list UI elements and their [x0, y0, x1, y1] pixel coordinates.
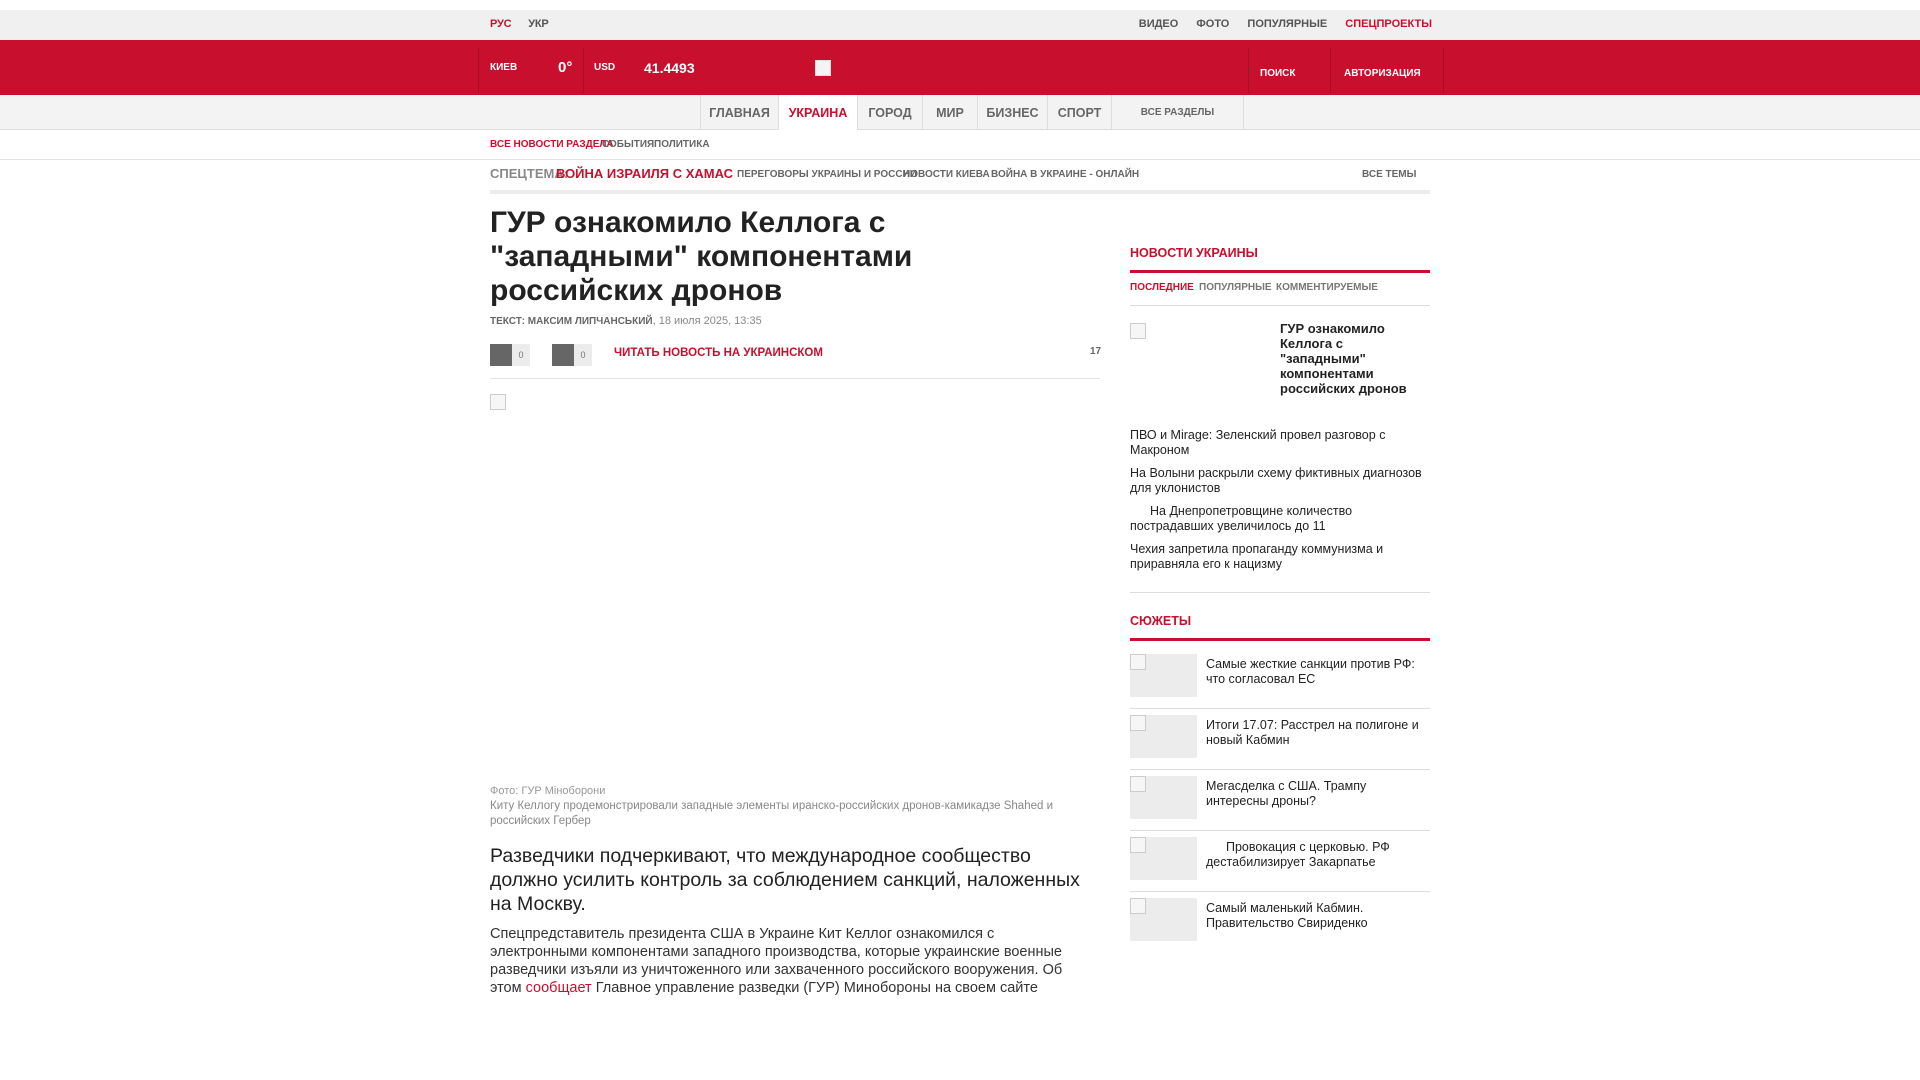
share-twitter[interactable] — [552, 344, 592, 366]
video-link[interactable]: ВИДЕО — [1138, 18, 1179, 30]
nav-item-city[interactable]: ГОРОД — [857, 95, 922, 130]
article-title: ГУР ознакомило Келлога с "западными" компонентами российских дронов — [490, 206, 913, 307]
lang-ru-link[interactable]: РУС — [490, 18, 512, 30]
story-thumbnail — [1130, 715, 1197, 758]
image-broken-icon — [1130, 654, 1146, 670]
article-lead: Разведчики подчеркивают, что международное сообщество должно усилить контроль за соблюдением санкций, наложенных на Москву. — [490, 845, 1080, 915]
story-thumbnail — [1130, 776, 1197, 819]
nav-item-world[interactable]: МИР — [922, 95, 977, 130]
nav-item-ukraine[interactable]: УКРАИНА — [778, 95, 857, 130]
divider — [1130, 638, 1430, 641]
section-subnav — [0, 130, 1920, 160]
top-links — [1124, 18, 1432, 30]
themes-bar — [490, 160, 1430, 194]
image-broken-icon — [1130, 715, 1146, 731]
tab-latest[interactable]: ПОСЛЕДНИЕ — [1130, 282, 1194, 293]
tab-popular[interactable]: ПОПУЛЯРНЫЕ — [1199, 282, 1272, 293]
article-body — [490, 925, 1090, 995]
special-projects-link[interactable]: СПЕЦПРОЕКТЫ — [1345, 18, 1432, 30]
theme-negotiations[interactable]: ПЕРЕГОВОРЫ УКРАИНЫ И РОССИИ — [737, 169, 917, 180]
popular-link[interactable]: ПОПУЛЯРНЫЕ — [1247, 18, 1328, 30]
news-item[interactable]: На Волыни раскрыли схему фиктивных диагнозов для уклонистов — [1130, 466, 1422, 495]
facebook-icon — [490, 344, 512, 366]
featured-news-link[interactable]: ГУР ознакомило Келлога с "западными" компонентами российских дронов — [1280, 321, 1407, 396]
body-text: Спецпредставитель президента США в Украине Кит Келлог ознакомился с электронными компонентами западного производства, которые украинские военные разведчики изъяли из уничтоженного или захваченного российского вооружения. Об этом — [490, 926, 1063, 995]
currency-rate: 41.4493 — [644, 59, 695, 76]
story-item[interactable] — [1130, 709, 1430, 770]
photo-credit: Фото: ГУР Міноборони — [490, 785, 606, 797]
story-item[interactable] — [1130, 770, 1430, 831]
sidebar-news-title[interactable]: НОВОСТИ УКРАИНЫ — [1130, 246, 1258, 260]
story-title: Итоги 17.07: Расстрел на полигоне и новый Кабмин — [1206, 718, 1419, 747]
article-byline — [490, 315, 762, 327]
story-item[interactable] — [1130, 648, 1430, 709]
image-caption: Киту Келлогу продемонстрировали западные элементы иранско-российских дронов-камикадзе Shahed и российских Гербер — [490, 800, 1054, 827]
story-title: Провокация с церковью. РФ дестабилизирует Закарпатье — [1206, 840, 1390, 869]
view-count: 17 — [1090, 346, 1102, 357]
nav-item-sport[interactable]: СПОРТ — [1047, 95, 1111, 130]
share-count: 0 — [574, 344, 592, 366]
divider — [1130, 305, 1430, 306]
author[interactable]: ТЕКСТ: МАКСИМ ЛИПЧАНСЬКИЙ — [490, 316, 653, 327]
theme-kyiv-news[interactable]: НОВОСТИ КИЕВА — [903, 169, 990, 180]
language-switcher — [490, 18, 563, 30]
header-bar — [0, 40, 1920, 95]
article-date: , 18 июля 2025, 13:35 — [652, 315, 762, 327]
story-item[interactable] — [1130, 831, 1430, 892]
share-count: 0 — [512, 344, 530, 366]
featured-image-broken-icon — [1130, 323, 1146, 339]
theme-war-online[interactable]: ВОЙНА В УКРАИНЕ - ОНЛАЙН — [991, 169, 1140, 180]
nav-item-main[interactable]: ГЛАВНАЯ — [700, 95, 778, 130]
divider — [1130, 270, 1430, 273]
story-item[interactable] — [1130, 892, 1430, 953]
special-theme-label: СПЕЦТЕМА: — [490, 166, 569, 181]
main-nav — [0, 95, 1920, 130]
all-themes-link[interactable]: ВСЕ ТЕМЫ — [1362, 169, 1417, 180]
article-image-broken-icon — [490, 394, 506, 410]
story-title: Самые жесткие санкции против РФ: что согласовал ЕС — [1206, 657, 1415, 686]
news-item[interactable]: ПВО и Mirage: Зеленский провел разговор с Макроном — [1130, 428, 1386, 457]
share-facebook[interactable] — [490, 344, 530, 366]
search-button[interactable]: ПОИСК — [1260, 68, 1296, 79]
story-thumbnail — [1130, 898, 1197, 941]
image-broken-icon — [1130, 837, 1146, 853]
story-title: Самый маленький Кабмин. Правительство Свириденко — [1206, 901, 1368, 930]
subnav-events[interactable]: СОБЫТИЯ — [602, 139, 655, 150]
image-broken-icon — [1130, 776, 1146, 792]
source-link[interactable]: сообщает — [525, 980, 592, 995]
subnav-all-news[interactable]: ВСЕ НОВОСТИ РАЗДЕЛА — [490, 139, 614, 150]
image-broken-icon — [1130, 898, 1146, 914]
nav-item-business[interactable]: БИЗНЕС — [977, 95, 1047, 130]
story-thumbnail — [1130, 654, 1197, 697]
photo-link[interactable]: ФОТО — [1196, 18, 1230, 30]
stories-title[interactable]: СЮЖЕТЫ — [1130, 614, 1192, 628]
story-title: Мегасделка с США. Трампу интересны дроны? — [1206, 779, 1367, 808]
special-theme-link[interactable]: ВОЙНА ИЗРАИЛЯ С ХАМАС — [556, 166, 734, 181]
currency-label: USD — [594, 62, 616, 73]
nav-all-sections[interactable]: ВСЕ РАЗДЕЛЫ — [1111, 95, 1244, 130]
top-bar — [0, 10, 1920, 40]
auth-button[interactable]: АВТОРИЗАЦИЯ — [1344, 68, 1421, 79]
tab-commented[interactable]: КОММЕНТИРУЕМЫЕ — [1276, 282, 1378, 293]
temperature: 0° — [558, 59, 573, 76]
news-item[interactable]: Чехия запретила пропаганду коммунизма и приравняла его к нацизму — [1130, 542, 1384, 571]
lang-ua-link[interactable]: УКР — [528, 18, 549, 30]
subnav-politics[interactable]: ПОЛИТИКА — [654, 139, 710, 150]
body-text: Главное управление разведки (ГУР) Минобороны на своем сайте — [591, 980, 1038, 995]
city-label: КИЕВ — [490, 62, 518, 73]
news-item[interactable]: На Днепропетровщине количество пострадавших увеличилось до 11 — [1130, 504, 1353, 533]
divider — [490, 378, 1100, 379]
divider — [1130, 592, 1430, 593]
site-logo[interactable] — [815, 60, 831, 76]
twitter-icon — [552, 344, 574, 366]
read-in-ukrainian-link[interactable]: ЧИТАТЬ НОВОСТЬ НА УКРАИНСКОМ — [614, 347, 823, 359]
story-thumbnail — [1130, 837, 1197, 880]
